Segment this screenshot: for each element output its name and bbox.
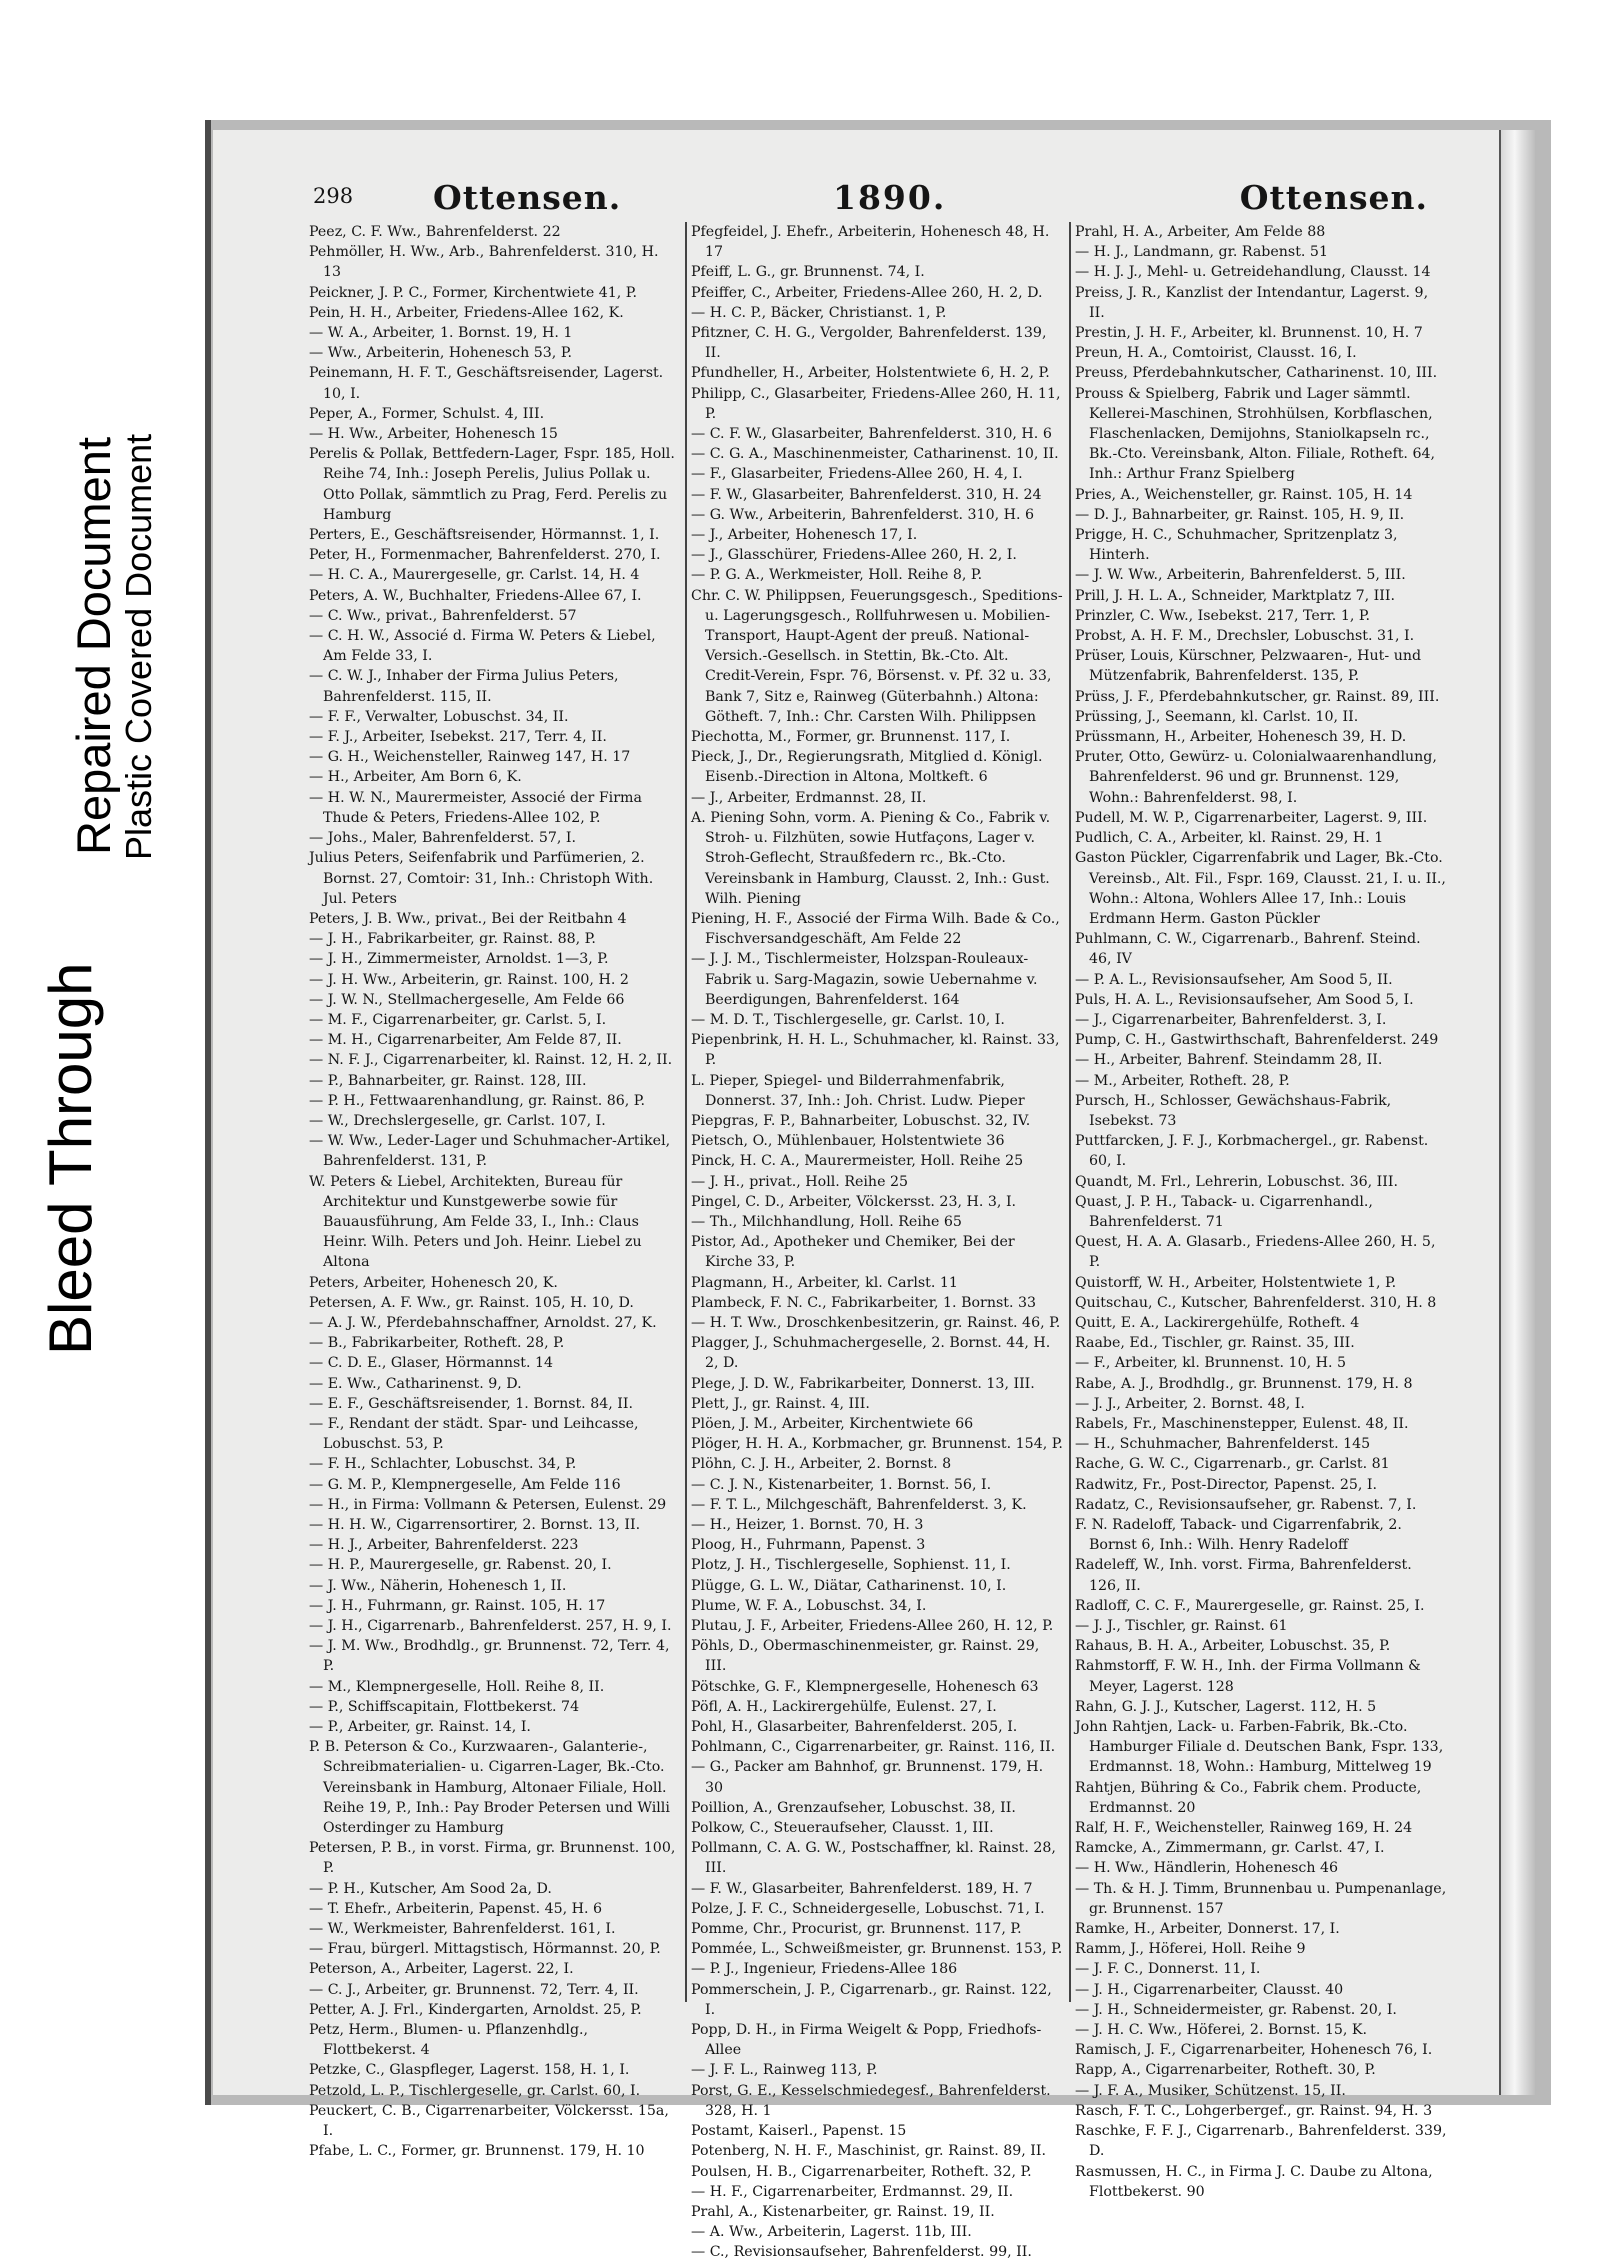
directory-entry: — N. F. J., Cigarrenarbeiter, kl. Rainst. 12, H. 2, II. [309,1052,673,1069]
directory-entry: — J. H., Schneidermeister, gr. Rabenst. 20, I. [1075,2001,1397,2018]
directory-entry: Peters, Arbeiter, Hohenesch 20, K. [309,1274,558,1291]
directory-entry: Plett, J., gr. Rainst. 4, III. [691,1395,870,1412]
directory-entry: Pfabe, L. C., Former, gr. Brunnenst. 179, H. 10 [309,2143,645,2160]
directory-entry: Piepgras, F. P., Bahnarbeiter, Lobuschst. 32, IV. [691,1112,1031,1129]
directory-entry: — J. H. C. Ww., Höferei, 2. Bornst. 15, K. [1075,2022,1368,2039]
directory-entry: Pfitzner, C. H. G., Vergolder, Bahrenfelderst. 139, II. [691,325,1047,362]
directory-entry: — C., Revisionsaufseher, Bahrenfelderst. 99, II. [691,2244,1032,2261]
directory-entry: Prahl, H. A., Arbeiter, Am Felde 88 [1075,224,1326,240]
directory-entry: — C. F. W., Glasarbeiter, Bahrenfelderst. 310, H. 6 [691,426,1052,443]
column-middle [691,222,1063,2261]
directory-entry: — J. J., Arbeiter, 2. Bornst. 48, I. [1075,1395,1305,1412]
directory-entry: Plume, W. F. A., Lobuschst. 34, I. [691,1597,927,1614]
directory-entry: Peuckert, C. B., Cigarrenarbeiter, Völckersst. 15a, I. [309,2102,669,2140]
directory-entry: Poulsen, H. B., Cigarrenarbeiter, Rotheft. 32, P. [691,2163,1032,2180]
directory-entry: Prinzler, C. Ww., Isebekst. 217, Terr. 1, P. [1075,607,1371,624]
directory-entry: Probst, A. H. F. M., Drechsler, Lobuschst. 31, I. [1075,628,1415,645]
directory-entry: Perters, E., Geschäftsreisender, Hörmannst. 1, I. [309,527,660,544]
directory-entry: Ramm, J., Höferei, Holl. Reihe 9 [1075,1941,1306,1958]
directory-entry: Pruter, Otto, Gewürz- u. Colonialwaarenhandlung, Bahrenfelderst. 96 und gr. Brunnenst. 129, Wohn.: Bahrenfelderst. 98, I. [1075,749,1437,806]
directory-entry: — F. W., Glasarbeiter, Bahrenfelderst. 189, H. 7 [691,1880,1033,1897]
directory-entry: Pudlich, C. A., Arbeiter, kl. Rainst. 29, H. 1 [1075,830,1384,847]
directory-entry: Rahmstorff, F. W. H., Inh. der Firma Vollmann & Meyer, Lagerst. 128 [1075,1658,1421,1695]
directory-entry: Prüssmann, H., Arbeiter, Hohenesch 39, H. D. [1075,729,1407,746]
directory-entry: — C. G. A., Maschinenmeister, Catharinenst. 10, II. [691,446,1059,463]
directory-entry: — T. Ehefr., Arbeiterin, Papenst. 45, H. 6 [309,1900,603,1917]
directory-entry: Peter, H., Formenmacher, Bahrenfelderst. 270, I. [309,547,661,564]
directory-entry: — H., in Firma: Vollmann & Petersen, Eulenst. 29 [309,1496,667,1513]
directory-entry: — M. H., Cigarrenarbeiter, Am Felde 87, II. [309,1032,622,1049]
directory-entry: Petzold, L. P., Tischlergeselle, gr. Carlst. 60, I. [309,2082,641,2099]
directory-entry: Rasch, F. T. C., Lohgerbergef., gr. Rainst. 94, H. 3 [1075,2102,1433,2119]
directory-entry: — H. T. Ww., Droschkenbesitzerin, gr. Rainst. 46, P. [691,1314,1061,1331]
directory-entry: — J. H., Cigarrenarb., Bahrenfelderst. 257, H. 9, I. [309,1618,672,1635]
directory-entry: — J. F. A., Musiker, Schützenst. 15, II. [1075,2082,1346,2099]
directory-entry: — F., Arbeiter, kl. Brunnenst. 10, H. 5 [1075,1355,1347,1372]
directory-entry: — H. J. J., Mehl- u. Getreidehandlung, Clausst. 14 [1075,264,1431,281]
directory-entry: Pfeiff, L. G., gr. Brunnenst. 74, I. [691,264,925,281]
directory-entry: Pommerschein, J. P., Cigarrenarb., gr. Rainst. 122, I. [691,1981,1052,2018]
directory-entry: — H. P., Maurergeselle, gr. Rabenst. 20, I. [309,1557,612,1574]
directory-entry: Plöen, J. M., Arbeiter, Kirchentwiete 66 [691,1415,974,1432]
directory-entry: Peters, A. W., Buchhalter, Friedens-Allee 67, I. [309,587,642,604]
directory-entry: L. Pieper, Spiegel- und Bilderrahmenfabrik, Donnerst. 37, Inh.: Joh. Christ. Ludw. Pieper [691,1072,1025,1109]
directory-entry: — F., Glasarbeiter, Friedens-Allee 260, H. 4, I. [691,466,1023,483]
directory-entry: Pein, H. H., Arbeiter, Friedens-Allee 162, K. [309,304,624,321]
bleed-through-label: Bleed Through [37,962,104,1355]
directory-entry: — G. H., Weichensteller, Rainweg 147, H. 17 [309,749,631,766]
directory-entry: — H. Ww., Arbeiter, Hohenesch 15 [309,426,558,443]
directory-entry: Gaston Pückler, Cigarrenfabrik und Lager, Bk.-Cto. Vereinsb., Alt. Fil., Fspr. 169, Clausst. 21, I. u. II., Wohn.: Altona, Wohlers Allee 17, Inh.: Louis Erdmann Herm. Gaston Pückler [1075,850,1446,927]
directory-entry: Pinck, H. C. A., Maurermeister, Holl. Reihe 25 [691,1153,1024,1170]
page-edge [1499,130,1535,2095]
directory-entry: — C. J. N., Kistenarbeiter, 1. Bornst. 56, I. [691,1476,992,1493]
directory-entry: Popp, D. H., in Firma Weigelt & Popp, Friedhofs-Allee [691,2022,1042,2059]
column-divider [685,222,687,2002]
directory-entry: Petz, Herm., Blumen- u. Pflanzenhdlg., Flottbekerst. 4 [309,2022,589,2059]
directory-entry: Quest, H. A. A. Glasarb., Friedens-Allee 260, H. 5, P. [1075,1234,1436,1271]
directory-entry: — P. H., Fettwaarenhandlung, gr. Rainst. 86, P. [309,1092,645,1109]
directory-entry: — J. H., Zimmermeister, Arnoldst. 1—3, P. [309,951,609,968]
directory-entry: Pöhls, D., Obermaschinenmeister, gr. Rainst. 29, III. [691,1638,1040,1675]
directory-entry: — D. J., Bahnarbeiter, gr. Rainst. 105, H. 9, II. [1075,506,1405,523]
directory-entry: Ramisch, J. F., Cigarrenarbeiter, Hohenesch 76, I. [1075,2042,1433,2059]
directory-entry: — J. H., Cigarrenarbeiter, Clausst. 40 [1075,1981,1344,1998]
directory-entry: Plambeck, F. N. C., Fabrikarbeiter, 1. Bornst. 33 [691,1294,1037,1311]
directory-entry: — J. M. Ww., Brodhdlg., gr. Brunnenst. 72, Terr. 4, P. [309,1638,670,1675]
directory-entry: Pomme, Chr., Procurist, gr. Brunnenst. 117, P. [691,1921,1022,1938]
directory-entry: — H. Ww., Händlerin, Hohenesch 46 [1075,1860,1339,1877]
directory-entry: Plöger, H. H. A., Korbmacher, gr. Brunnenst. 154, P. [691,1436,1063,1453]
header-right-title: Ottensen. [1239,178,1428,217]
directory-entry: Peez, C. F. Ww., Bahrenfelderst. 22 [309,224,561,240]
directory-entry: Pieck, J., Dr., Regierungsrath, Mitglied d. Königl. Eisenb.-Direction in Altona, Moltkeft. 6 [691,749,1043,786]
directory-entry: Postamt, Kaiserl., Papenst. 15 [691,2123,907,2140]
directory-entry: — B., Fabrikarbeiter, Rotheft. 28, P. [309,1335,565,1352]
directory-entry: Rache, G. W. C., Cigarrenarb., gr. Carlst. 81 [1075,1456,1390,1473]
directory-entry: Piepenbrink, H. H. L., Schuhmacher, kl. Rainst. 33, P. [691,1032,1060,1069]
directory-entry: — H., Heizer, 1. Bornst. 70, H. 3 [691,1517,924,1533]
directory-entry: Pump, C. H., Gastwirthschaft, Bahrenfelderst. 249 [1075,1032,1439,1049]
directory-entry: — H. C. P., Bäcker, Christianst. 1, P. [691,304,947,321]
directory-entry: — G. Ww., Arbeiterin, Bahrenfelderst. 310, H. 6 [691,506,1035,523]
side-labels [0,0,200,2177]
directory-entry: Pfundheller, H., Arbeiter, Holstentwiete 6, H. 2, P. [691,365,1050,382]
directory-entry: Rahaus, B. H. A., Arbeiter, Lobuschst. 35, P. [1075,1638,1391,1655]
directory-entry: F. N. Radeloff, Taback- und Cigarrenfabrik, 2. Bornst 6, Inh.: Wilh. Henry Radeloff [1075,1517,1402,1554]
directory-entry: Pollmann, C. A. G. W., Postschaffner, kl. Rainst. 28, III. [691,1840,1056,1877]
directory-entry: Pommée, L., Schweißmeister, gr. Brunnenst. 153, P. [691,1941,1063,1958]
directory-entry: Perelis & Pollak, Bettfedern-Lager, Fspr. 185, Holl. Reihe 74, Inh.: Joseph Perelis, Julius Pollak u. Otto Pollak, sämmtlich zu Prag, Ferd. Perelis zu Hamburg [309,446,675,523]
directory-entry: Julius Peters, Seifenfabrik und Parfümerien, 2. Bornst. 27, Comtoir: 31, Inh.: Christoph With. Jul. Peters [309,850,654,907]
directory-entry: Rahtjen, Bühring & Co., Fabrik chem. Producte, Erdmannst. 20 [1075,1779,1422,1816]
directory-entry: — H., Arbeiter, Bahrenf. Steindamm 28, II. [1075,1052,1383,1069]
directory-entry: Polkow, C., Steueraufseher, Clausst. 1, III. [691,1820,994,1837]
directory-entry: — F. F., Verwalter, Lobuschst. 34, II. [309,708,569,725]
header-year: 1890. [833,178,947,217]
directory-entry: Rapp, A., Cigarrenarbeiter, Rotheft. 30, P. [1075,2062,1376,2079]
directory-entry: — C. W. J., Inhaber der Firma Julius Peters, Bahrenfelderst. 115, II. [309,668,619,705]
directory-entry: — E. F., Geschäftsreisender, 1. Bornst. 84, II. [309,1395,633,1412]
directory-entry: Prahl, A., Kistenarbeiter, gr. Rainst. 19, II. [691,2203,995,2220]
directory-entry: — P. G. A., Werkmeister, Holl. Reihe 8, P. [691,567,983,584]
directory-entry: — H., Schuhmacher, Bahrenfelderst. 145 [1075,1436,1371,1453]
directory-entry: — P., Arbeiter, gr. Rainst. 14, I. [309,1719,531,1736]
directory-entry: — H. C. A., Maurergeselle, gr. Carlst. 14, H. 4 [309,567,640,584]
directory-entry: Plügge, G. L. W., Diätar, Catharinenst. 10, I. [691,1577,1007,1594]
directory-entry: Plege, J. D. W., Fabrikarbeiter, Donnerst. 13, III. [691,1375,1035,1392]
directory-entry: Preuss, Pferdebahnkutscher, Catharinenst. 10, III. [1075,365,1438,382]
directory-entry: A. Piening Sohn, vorm. A. Piening & Co., Fabrik v. Stroh- u. Filzhüten, sowie Hutfaçons, Lager v. Stroh-Geflecht, Straußfedern rc., Bk.-Cto. Vereinsbank in Hamburg, Clausst. 2, Inh.: Gust. Wilh. Piening [691,809,1051,907]
column-left [309,222,681,2160]
page-number: 298 [313,184,354,208]
directory-entry: Ramke, H., Arbeiter, Donnerst. 17, I. [1075,1921,1340,1938]
directory-entry: Prigge, H. C., Schuhmacher, Spritzenplatz 3, Hinterh. [1075,527,1398,564]
directory-entry: Preun, H. A., Comtoirist, Clausst. 16, I. [1075,345,1357,362]
directory-entry: Prüssing, J., Seemann, kl. Carlst. 10, II. [1075,708,1359,725]
directory-entry: — J. H., Fuhrmann, gr. Rainst. 105, H. 17 [309,1597,606,1614]
directory-entry: — Th. & H. J. Timm, Brunnenbau u. Pumpenanlage, gr. Brunnenst. 157 [1075,1880,1447,1917]
directory-entry: Prestin, J. H. F., Arbeiter, kl. Brunnenst. 10, H. 7 [1075,325,1423,342]
directory-entry: — G. M. P., Klempnergeselle, Am Felde 116 [309,1476,621,1493]
directory-entry: Radatz, C., Revisionsaufseher, gr. Rabenst. 7, I. [1075,1496,1417,1513]
directory-entry: — J., Arbeiter, Hohenesch 17, I. [691,527,918,544]
directory-entry: — A. Ww., Arbeiterin, Lagerst. 11b, III. [691,2224,972,2241]
directory-entry: Plöhn, C. J. H., Arbeiter, 2. Bornst. 8 [691,1456,952,1473]
directory-entry: Ralf, H. F., Weichensteller, Rainweg 169, H. 24 [1075,1820,1413,1837]
directory-entry: — J., Glasschürer, Friedens-Allee 260, H. 2, I. [691,547,1017,564]
directory-entry: Puhlmann, C. W., Cigarrenarb., Bahrenf. Steind. 46, IV [1075,931,1421,968]
directory-entry: Quistorff, W. H., Arbeiter, Holstentwiete 1, P. [1075,1274,1397,1291]
directory-entry: Piechotta, M., Former, gr. Brunnenst. 117, I. [691,729,1011,746]
directory-entry: — J. H. Ww., Arbeiterin, gr. Rainst. 100, H. 2 [309,971,629,988]
directory-entry: — J. J. M., Tischlermeister, Holzspan-Rouleaux-Fabrik u. Sarg-Magazin, sowie Uebernahme v. Beerdigungen, Bahrenfelderst. 164 [691,951,1038,1008]
column-divider [1069,222,1071,2002]
directory-entry: — F. J., Arbeiter, Isebekst. 217, Terr. 4, II. [309,729,607,746]
directory-entry: — W., Werkmeister, Bahrenfelderst. 161, I. [309,1921,616,1938]
directory-entry: Pursch, H., Schlosser, Gewächshaus-Fabrik, Isebekst. 73 [1075,1092,1392,1129]
directory-entry: Prill, J. H. L. A., Schneider, Marktplatz 7, III. [1075,587,1395,604]
plastic-covered-label: Plastic Covered Document [118,433,159,860]
directory-entry: — J. H., Fabrikarbeiter, gr. Rainst. 88, P. [309,931,596,948]
directory-entry: — P. J., Ingenieur, Friedens-Allee 186 [691,1961,958,1978]
directory-entry: — J., Arbeiter, Erdmannst. 28, II. [691,789,927,806]
directory-entry: — F. W., Glasarbeiter, Bahrenfelderst. 310, H. 24 [691,486,1042,503]
directory-entry: — P., Schiffscapitain, Flottbekerst. 74 [309,1698,580,1715]
directory-entry: — C. H. W., Associé d. Firma W. Peters & Liebel, Am Felde 33, I. [309,628,656,665]
directory-entry: Rahn, G. J. J., Kutscher, Lagerst. 112, H. 5 [1075,1698,1377,1715]
directory-entry: Chr. C. W. Philippsen, Feuerungsgesch., Speditions- u. Lagerungsgesch., Rollfuhrwesen u. Mobilien-Transport, Haupt-Agent der preuß. National-Versich.-Gesellsch. in Stettin, Bk.-Cto. Alt. Credit-Verein, Fspr. 76, Börsenst. v. Pf. 32 u. 33, Bank 7, Sitz e, Rainweg (Güterbahnh.) Altona: Götheft. 7, Inh.: Chr. Carsten Wilh. Philippsen [691,587,1063,725]
directory-entry: Philipp, C., Glasarbeiter, Friedens-Allee 260, H. 11, P. [691,385,1061,422]
directory-entry: Peters, J. B. Ww., privat., Bei der Reitbahn 4 [309,910,627,927]
directory-entry: Piening, H. F., Associé der Firma Wilh. Bade & Co., Fischversandgeschäft, Am Felde 22 [691,910,1060,948]
directory-entry: — J. W. N., Stellmachergeselle, Am Felde 66 [309,991,625,1008]
directory-entry: Plutau, J. F., Arbeiter, Friedens-Allee 260, H. 12, P. [691,1618,1054,1635]
directory-entry: Pöfl, A. H., Lackirergehülfe, Eulenst. 27, I. [691,1698,997,1715]
directory-entry: Poillion, A., Grenzaufseher, Lobuschst. 38, II. [691,1799,1016,1816]
directory-entry: Rabe, A. J., Brodhdlg., gr. Brunnenst. 179, H. 8 [1075,1375,1413,1392]
directory-entry: — W. A., Arbeiter, 1. Bornst. 19, H. 1 [309,325,573,342]
directory-entry: Radwitz, Fr., Post-Director, Papenst. 25, I. [1075,1476,1378,1493]
directory-entry: — M. D. T., Tischlergeselle, gr. Carlst. 10, I. [691,1011,1005,1028]
directory-entry: — F. H., Schlachter, Lobuschst. 34, P. [309,1456,577,1473]
directory-entry: — M., Arbeiter, Rotheft. 28, P. [1075,1072,1290,1089]
directory-entry: Ramcke, A., Zimmermann, gr. Carlst. 47, I. [1075,1840,1385,1857]
directory-entry: Pries, A., Weichensteller, gr. Rainst. 105, H. 14 [1075,486,1413,503]
directory-entry: — C. Ww., privat., Bahrenfelderst. 57 [309,607,577,624]
directory-entry: — J. Ww., Näherin, Hohenesch 1, II. [309,1577,567,1594]
directory-entry: — P., Bahnarbeiter, gr. Rainst. 128, III. [309,1072,587,1089]
directory-entry: — M., Klempnergeselle, Holl. Reihe 8, II. [309,1678,605,1695]
directory-entry: Petter, A. J. Frl., Kindergarten, Arnoldst. 25, P. [309,2001,642,2018]
directory-entry: Raabe, Ed., Tischler, gr. Rainst. 35, III. [1075,1335,1355,1352]
directory-entry: Pfeiffer, C., Arbeiter, Friedens-Allee 260, H. 2, D. [691,284,1043,301]
directory-entry: — Johs., Maler, Bahrenfelderst. 57, I. [309,830,577,847]
directory-entry: Quitschau, C., Kutscher, Bahrenfelderst. 310, H. 8 [1075,1294,1437,1311]
directory-entry: Quast, J. P. H., Taback- u. Cigarrenhandl., Bahrenfelderst. 71 [1075,1193,1373,1230]
directory-entry: — H. F., Cigarrenarbeiter, Erdmannst. 29, II. [691,2183,1014,2200]
directory-entry: — J. J., Tischler, gr. Rainst. 61 [1075,1618,1288,1635]
directory-entry: Puttfarcken, J. F. J., Korbmachergel., gr. Rabenst. 60, I. [1075,1133,1429,1170]
directory-entry: Polze, J. F. C., Schneidergeselle, Lobuschst. 71, I. [691,1900,1045,1917]
directory-entry: Porst, G. E., Kesselschmiedegesf., Bahrenfelderst. 328, H. 1 [691,2082,1051,2119]
directory-entry: Preiss, J. R., Kanzlist der Intendantur, Lagerst. 9, II. [1075,284,1429,321]
directory-page [213,130,1535,2261]
directory-entry: Pfegfeidel, J. Ehefr., Arbeiterin, Hohenesch 48, H. 17 [691,224,1050,261]
directory-entry: Radloff, C. C. F., Maurergeselle, gr. Rainst. 25, I. [1075,1597,1425,1614]
directory-entry: — J., Cigarrenarbeiter, Bahrenfelderst. 3, I. [1075,1011,1387,1028]
directory-entry: Pietsch, O., Mühlenbauer, Holstentwiete 36 [691,1133,1005,1150]
column-right [1075,222,1447,2200]
directory-entry: Peterson, A., Arbeiter, Lagerst. 22, I. [309,1961,574,1978]
directory-entry: — F., Rendant der städt. Spar- und Leihcasse, Lobuschst. 53, P. [309,1415,639,1453]
directory-entry: — G., Packer am Bahnhof, gr. Brunnenst. 179, H. 30 [691,1759,1044,1796]
directory-entry: Ploog, H., Fuhrmann, Papenst. 3 [691,1537,926,1554]
header-left-title: Ottensen. [433,178,622,217]
directory-entry: — H., Arbeiter, Am Born 6, K. [309,769,522,786]
directory-entry: Prüser, Louis, Kürschner, Pelzwaaren-, Hut- und Mützenfabrik, Bahrenfelderst. 135, P. [1075,648,1422,685]
directory-entry: Peinemann, H. F. T., Geschäftsreisender, Lagerst. 10, I. [309,365,664,402]
directory-entry: Peickner, J. P. C., Former, Kirchentwiete 41, P. [309,284,637,301]
directory-entry: — J. F. C., Donnerst. 11, I. [1075,1961,1261,1978]
directory-entry: Pohl, H., Glasarbeiter, Bahrenfelderst. 205, I. [691,1719,1018,1736]
directory-entry: Plagmann, H., Arbeiter, kl. Carlst. 11 [691,1274,958,1291]
directory-entry: Rasmussen, H. C., in Firma J. C. Daube zu Altona, Flottbekerst. 90 [1075,2163,1433,2200]
directory-entry: Prouss & Spielberg, Fabrik und Lager sämmtl. Kellerei-Maschinen, Strohhülsen, Korbflaschen, Flaschenlacken, Demijohns, Staniolkapseln rc., Bk.-Cto. Vereinsbank, Alton. Filiale, Rotheft. 64, Inh.: Arthur Franz Spielberg [1075,385,1436,483]
directory-entry: Plotz, J. H., Tischlergeselle, Sophienst. 11, I. [691,1557,1011,1574]
directory-entry: — Th., Milchhandlung, Holl. Reihe 65 [691,1213,962,1230]
directory-entry: — H. H. W., Cigarrensortirer, 2. Bornst. 13, II. [309,1517,641,1533]
directory-entry: — Ww., Arbeiterin, Hohenesch 53, P. [309,345,572,362]
directory-entry: — A. J. W., Pferdebahnschaffner, Arnoldst. 27, K. [309,1314,657,1331]
directory-entry: — W., Drechslergeselle, gr. Carlst. 107, I. [309,1112,606,1129]
directory-entry: Prüss, J. F., Pferdebahnkutscher, gr. Rainst. 89, III. [1075,688,1440,705]
directory-entry: — C. J., Arbeiter, gr. Brunnenst. 72, Terr. 4, II. [309,1981,639,1998]
directory-entry: Pudell, M. W. P., Cigarrenarbeiter, Lagerst. 9, III. [1075,809,1428,826]
directory-entry: Rabels, Fr., Maschinenstepper, Eulenst. 48, II. [1075,1415,1409,1432]
directory-entry: — Frau, bürgerl. Mittagstisch, Hörmannst. 20, P. [309,1941,661,1958]
directory-entry: Radeleff, W., Inh. vorst. Firma, Bahrenfelderst. 126, II. [1075,1557,1412,1594]
directory-entry: — F. T. L., Milchgeschäft, Bahrenfelderst. 3, K. [691,1496,1027,1513]
directory-entry: Quandt, M. Frl., Lehrerin, Lobuschst. 36, III. [1075,1173,1398,1190]
directory-entry: — H. J., Landmann, gr. Rabenst. 51 [1075,244,1328,261]
directory-entry: — J. H., privat., Holl. Reihe 25 [691,1173,909,1190]
directory-entry: — P. H., Kutscher, Am Sood 2a, D. [309,1880,552,1897]
directory-entry: — J. F. L., Rainweg 113, P. [691,2062,878,2079]
directory-entry: John Rahtjen, Lack- u. Farben-Fabrik, Bk.-Cto. Hamburger Filiale d. Deutschen Bank, Fspr. 133, Erdmannst. 18, Wohn.: Hamburg, Mittelweg 19 [1075,1719,1444,1776]
directory-entry: Pehmöller, H. Ww., Arb., Bahrenfelderst. 310, H. 13 [309,244,659,281]
directory-entry: W. Peters & Liebel, Architekten, Bureau für Architektur und Kunstgewerbe sowie für Bauausführung, Am Felde 33, I., Inh.: Claus Heinr. Wilh. Peters und Joh. Heinr. Liebel zu Altona [309,1173,642,1271]
directory-entry: — C. D. E., Glaser, Hörmannst. 14 [309,1355,554,1372]
directory-entry: — H. W. N., Maurermeister, Associé der Firma Thude & Peters, Friedens-Allee 102, P. [309,789,642,826]
page-header [313,178,1428,218]
directory-entry: — P. A. L., Revisionsaufseher, Am Sood 5, II. [1075,971,1393,988]
directory-entry: — W. Ww., Leder-Lager und Schuhmacher-Artikel, Bahrenfelderst. 131, P. [309,1133,671,1170]
directory-entry: Pötschke, G. F., Klempnergeselle, Hohenesch 63 [691,1678,1039,1695]
repaired-document-label: Repaired Document [67,437,120,855]
directory-entry: — J. W. Ww., Arbeiterin, Bahrenfelderst. 5, III. [1075,567,1406,584]
directory-entry: Raschke, F. F. J., Cigarrenarb., Bahrenfelderst. 339, D. [1075,2123,1447,2160]
directory-entry: Peper, A., Former, Schulst. 4, III. [309,405,545,422]
directory-entry: Petersen, P. B., in vorst. Firma, gr. Brunnenst. 100, P. [309,1840,676,1877]
directory-entry: Pistor, Ad., Apotheker und Chemiker, Bei der Kirche 33, P. [691,1234,1015,1271]
directory-entry: Quitt, E. A., Lackirergehülfe, Rotheft. 4 [1075,1314,1360,1331]
directory-entry: P. B. Peterson & Co., Kurzwaaren-, Galanterie-, Schreibmaterialien- u. Cigarren-Lager, Bk.-Cto. Vereinsbank in Hamburg, Altonaer Filiale, Holl. Reihe 19, P., Inh.: Pay Broder Petersen und Willi Osterdinger zu Hamburg [309,1739,670,1837]
directory-entry: Pingel, C. D., Arbeiter, Völckersst. 23, H. 3, I. [691,1193,1017,1210]
directory-entry: — H. J., Arbeiter, Bahrenfelderst. 223 [309,1537,579,1554]
directory-entry: Pohlmann, C., Cigarrenarbeiter, gr. Rainst. 116, II. [691,1739,1056,1756]
directory-entry: Potenberg, N. H. F., Maschinist, gr. Rainst. 89, II. [691,2143,1047,2160]
directory-entry: — M. F., Cigarrenarbeiter, gr. Carlst. 5, I. [309,1011,607,1028]
directory-entry: Plagger, J., Schuhmachergeselle, 2. Bornst. 44, H. 2, D. [691,1335,1051,1372]
directory-entry: Puls, H. A. L., Revisionsaufseher, Am Sood 5, I. [1075,991,1414,1008]
directory-entry: Petzke, C., Glaspfleger, Lagerst. 158, H. 1, I. [309,2062,630,2079]
directory-entry: — E. Ww., Catharinenst. 9, D. [309,1375,522,1392]
directory-entry: Petersen, A. F. Ww., gr. Rainst. 105, H. 10, D. [309,1294,634,1311]
